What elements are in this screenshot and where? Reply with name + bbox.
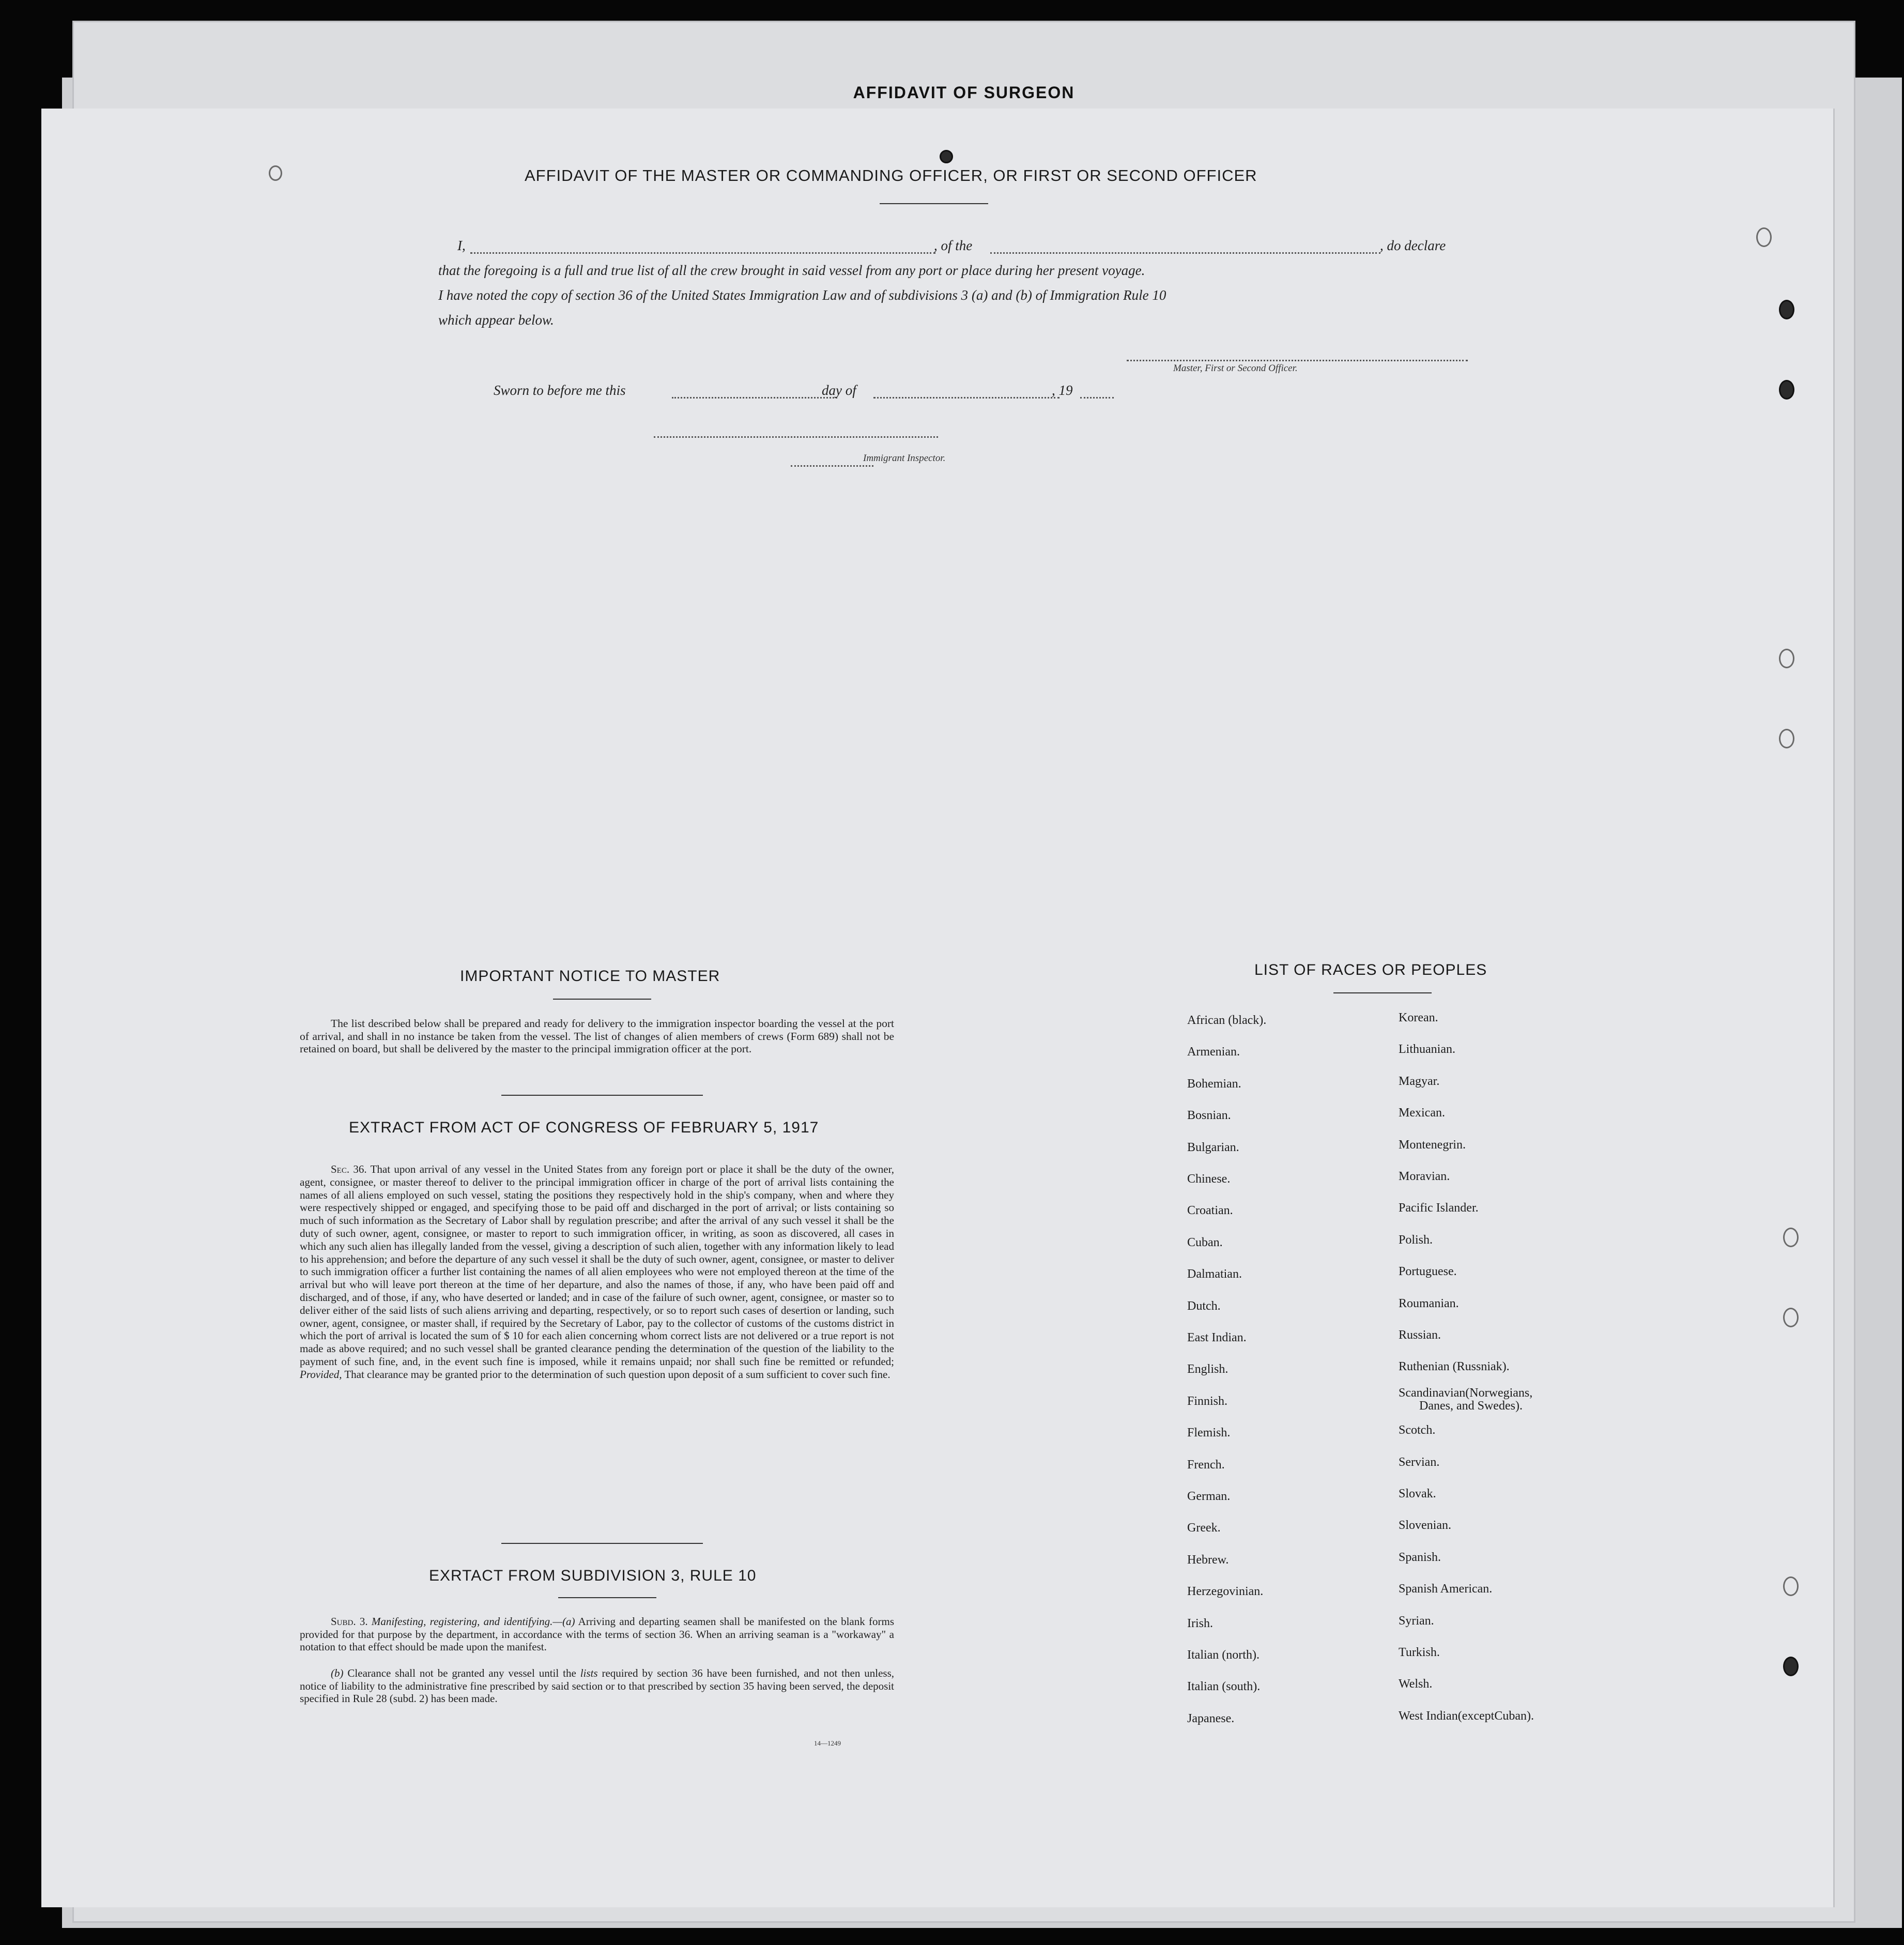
punch-hole-icon bbox=[1783, 1576, 1799, 1596]
race-item: Roumanian. bbox=[1399, 1296, 1459, 1310]
b-body-2: required by section 36 have been furnished, and not then unless, notice of liability to the administrative fine prescribed by said section or to that prescribed by section 35 having been served, the deposit specified in Rule 28 (subd. 2) has been made. bbox=[300, 1667, 895, 1705]
form-number: 14—1249 bbox=[814, 1739, 841, 1747]
punch-hole-icon bbox=[1783, 1308, 1799, 1327]
race-item: Bulgarian. bbox=[1187, 1140, 1239, 1154]
divider bbox=[880, 203, 988, 204]
race-item: Turkish. bbox=[1399, 1646, 1440, 1659]
race-item: Finnish. bbox=[1187, 1394, 1228, 1408]
name-field[interactable] bbox=[470, 252, 935, 254]
punch-hole-icon bbox=[269, 165, 282, 181]
sworn-label: Sworn to before me this bbox=[494, 382, 626, 398]
race-item: Moravian. bbox=[1399, 1170, 1450, 1183]
race-item: Japanese. bbox=[1187, 1711, 1235, 1725]
affidavit-title: AFFIDAVIT OF THE MASTER OR COMMANDING OFFICER, OR FIRST OR SECOND OFFICER bbox=[525, 166, 1257, 185]
race-item: Italian (north). bbox=[1187, 1648, 1260, 1662]
under-sheet-title: AFFIDAVIT OF SURGEON bbox=[853, 83, 1075, 102]
race-item: Pacific Islander. bbox=[1399, 1201, 1479, 1215]
race-item: African (black). bbox=[1187, 1014, 1267, 1027]
officer-signature-field[interactable] bbox=[1127, 360, 1468, 361]
race-item: French. bbox=[1187, 1458, 1225, 1472]
punch-hole-icon bbox=[1779, 300, 1794, 319]
race-item: Slovenian. bbox=[1399, 1519, 1451, 1533]
race-item: Korean. bbox=[1399, 1011, 1438, 1024]
race-item: German. bbox=[1187, 1490, 1231, 1503]
notice-title: IMPORTANT NOTICE TO MASTER bbox=[460, 968, 720, 985]
b-label: (b) bbox=[331, 1667, 344, 1679]
race-item: Scandinavian(Norwegians, bbox=[1399, 1386, 1533, 1400]
divider bbox=[1333, 992, 1432, 993]
race-item: Portuguese. bbox=[1399, 1265, 1457, 1279]
declaration-line-4: which appear below. bbox=[438, 312, 554, 328]
punch-hole-icon bbox=[1783, 1657, 1799, 1676]
race-item: Scotch. bbox=[1399, 1423, 1436, 1437]
inspector-caption: Immigrant Inspector. bbox=[863, 453, 946, 464]
divider bbox=[553, 999, 651, 1000]
race-item: Mexican. bbox=[1399, 1106, 1445, 1120]
race-item: East Indian. bbox=[1187, 1331, 1247, 1344]
rule-title: EXRTACT FROM SUBDIVISION 3, RULE 10 bbox=[429, 1567, 757, 1584]
race-item: Danes, and Swedes). bbox=[1419, 1399, 1523, 1413]
race-item: Bohemian. bbox=[1187, 1077, 1241, 1091]
sworn-year-field[interactable] bbox=[1080, 397, 1114, 399]
divider bbox=[501, 1543, 703, 1544]
provided-label: Provided, bbox=[300, 1368, 342, 1381]
sworn-month-field[interactable] bbox=[873, 397, 1060, 399]
punch-hole-icon bbox=[1779, 380, 1794, 400]
punch-hole-icon bbox=[1779, 649, 1794, 668]
race-item: Magyar. bbox=[1399, 1074, 1440, 1088]
punch-hole-icon bbox=[1783, 1228, 1799, 1247]
declaration-line-3: I have noted the copy of section 36 of the United States Immigration Law and of subdivisions 3 (a) and (b) of Immigration Rule 10 bbox=[438, 287, 1166, 303]
sworn-day-field[interactable] bbox=[672, 397, 837, 399]
race-item: Croatian. bbox=[1187, 1204, 1233, 1218]
races-right-column bbox=[1399, 1012, 1605, 1735]
race-item: Servian. bbox=[1399, 1455, 1440, 1469]
day-of-label: day of bbox=[822, 382, 856, 398]
i-label: I, bbox=[457, 238, 466, 253]
race-item: Bosnian. bbox=[1187, 1109, 1231, 1123]
rule-b-body bbox=[300, 1667, 894, 1705]
act-body bbox=[300, 1163, 894, 1381]
subd-label: Subd. 3. bbox=[331, 1615, 368, 1628]
race-item: Flemish. bbox=[1187, 1426, 1231, 1440]
divider bbox=[558, 1597, 656, 1598]
year-label: , 19 bbox=[1052, 382, 1073, 398]
races-title: LIST OF RACES OR PEOPLES bbox=[1254, 961, 1487, 978]
inspector-signature-field[interactable] bbox=[654, 436, 938, 438]
race-item: Armenian. bbox=[1187, 1045, 1240, 1059]
race-item: Dutch. bbox=[1187, 1299, 1221, 1313]
race-item: Cuban. bbox=[1187, 1235, 1223, 1249]
race-item: Welsh. bbox=[1399, 1677, 1433, 1691]
race-item: Irish. bbox=[1187, 1616, 1213, 1630]
race-item: Ruthenian (Russniak). bbox=[1399, 1360, 1510, 1374]
punch-hole-icon bbox=[1779, 729, 1794, 748]
sec-label: Sec. 36. bbox=[331, 1163, 367, 1175]
race-item: Dalmatian. bbox=[1187, 1267, 1242, 1281]
notice-body: The list described below shall be prepared and ready for delivery to the immigration inspector boarding the vessel at the port of arrival, and shall in no instance be taken from the vessel. The list of changes of alien members of crews (Form 689) shall not be retained on board, but shall be delivered by the master to the principal immigration officer at the port. bbox=[300, 1017, 894, 1055]
vessel-field[interactable] bbox=[990, 252, 1380, 254]
race-item: English. bbox=[1187, 1362, 1229, 1376]
race-item: Russian. bbox=[1399, 1328, 1441, 1342]
race-item: Spanish American. bbox=[1399, 1582, 1493, 1596]
punch-hole-icon bbox=[1756, 227, 1772, 247]
declaration-line-2: that the foregoing is a full and true list of all the crew brought in said vessel from any port or place during her present voyage. bbox=[438, 263, 1145, 278]
b-body-1: Clearance shall not be granted any vessel until the bbox=[347, 1667, 576, 1679]
race-item: Chinese. bbox=[1187, 1172, 1231, 1186]
race-item: West Indian(exceptCuban). bbox=[1399, 1709, 1534, 1723]
races-left-column bbox=[1187, 1014, 1342, 1738]
race-item: Syrian. bbox=[1399, 1614, 1434, 1628]
rule-a-body bbox=[300, 1615, 894, 1653]
act-title: EXTRACT FROM ACT OF CONGRESS OF FEBRUARY 5, 1917 bbox=[349, 1119, 819, 1136]
act-body-end: That clearance may be granted prior to the determination of such question upon deposit of a sum sufficient to cover such fine. bbox=[344, 1368, 890, 1381]
race-item: Spanish. bbox=[1399, 1550, 1441, 1564]
race-item: Herzegovinian. bbox=[1187, 1585, 1264, 1599]
do-declare-label: , do declare bbox=[1380, 238, 1446, 253]
b-lists: lists bbox=[580, 1667, 598, 1679]
divider bbox=[501, 1095, 703, 1096]
race-item: Hebrew. bbox=[1187, 1553, 1229, 1567]
race-item: Polish. bbox=[1399, 1233, 1433, 1247]
subd-heading: Manifesting, registering, and identifying. bbox=[371, 1615, 553, 1628]
race-item: Slovak. bbox=[1399, 1487, 1436, 1500]
a-body: Arriving and departing seamen shall be manifested on the blank forms provided for that purpose by the department, in accordance with the terms of section 36. When an arriving seaman is a "workaway" a notation to that effect should be made upon the manifest. bbox=[300, 1615, 894, 1653]
punch-hole-icon bbox=[940, 150, 953, 163]
race-item: Montenegrin. bbox=[1399, 1138, 1466, 1152]
inspector-caption-leader bbox=[791, 465, 873, 467]
race-item: Greek. bbox=[1187, 1521, 1221, 1535]
officer-caption: Master, First or Second Officer. bbox=[1173, 363, 1298, 374]
race-item: Lithuanian. bbox=[1399, 1043, 1455, 1056]
of-the-label: , of the bbox=[934, 238, 973, 253]
act-body-text: That upon arrival of any vessel in the United States from any foreign port or place it shall be the duty of the owner, agent, consignee, or master thereof to deliver to the principal immigration officer in charge of the port of arrival lists containing the names of all aliens employed on such vessel, stating the positions they respectively hold in the ship's company, when and where they were respectively shipped or engaged, and specifying those to be paid off and discharged in the port of arrival; or lists containing so much of such information as the Secretary of Labor shall by regulation prescribe; and after the arrival of any such vessel it shall be the duty of such owner, agent, consignee, or master to report to such immigration officer, in writing, as soon as discovered, all cases in which any such alien has illegally landed from the vessel, giving a description of such alien, together with any information likely to lead to his apprehension; and before the departure of any such vessel it shall be the duty of such owner, agent, consignee, or master to deliver to such immigration officer a further list containing the names of all alien employees who were not employed thereon at the time of the arrival but who will leave port thereon at the time of her departure, and also the names of those, if any, who have been paid off and discharged, and of those, if any, who have deserted or landed; and in case of the failure of such owner, agent, consignee, or master so to deliver either of the said lists of such aliens arriving and departing, respectively, or so to report such cases of desertion or landing, such owner, agent, consignee, or master shall, if required by the Secretary of Labor, pay to the collector of customs of the customs district in which the port of arrival is located the sum of $ 10 for each alien concerning whom correct lists are not delivered or a true report is not made as above required; and no such vessel shall be granted clearance pending the determination of the question of the liability to the payment of such fine, and, in the event such fine is imposed, while it remains unpaid; nor shall such fine be remitted or refunded; bbox=[300, 1163, 894, 1368]
a-label: —(a) bbox=[552, 1615, 575, 1628]
race-item: Italian (south). bbox=[1187, 1680, 1261, 1694]
form-sheet bbox=[41, 109, 1835, 1907]
